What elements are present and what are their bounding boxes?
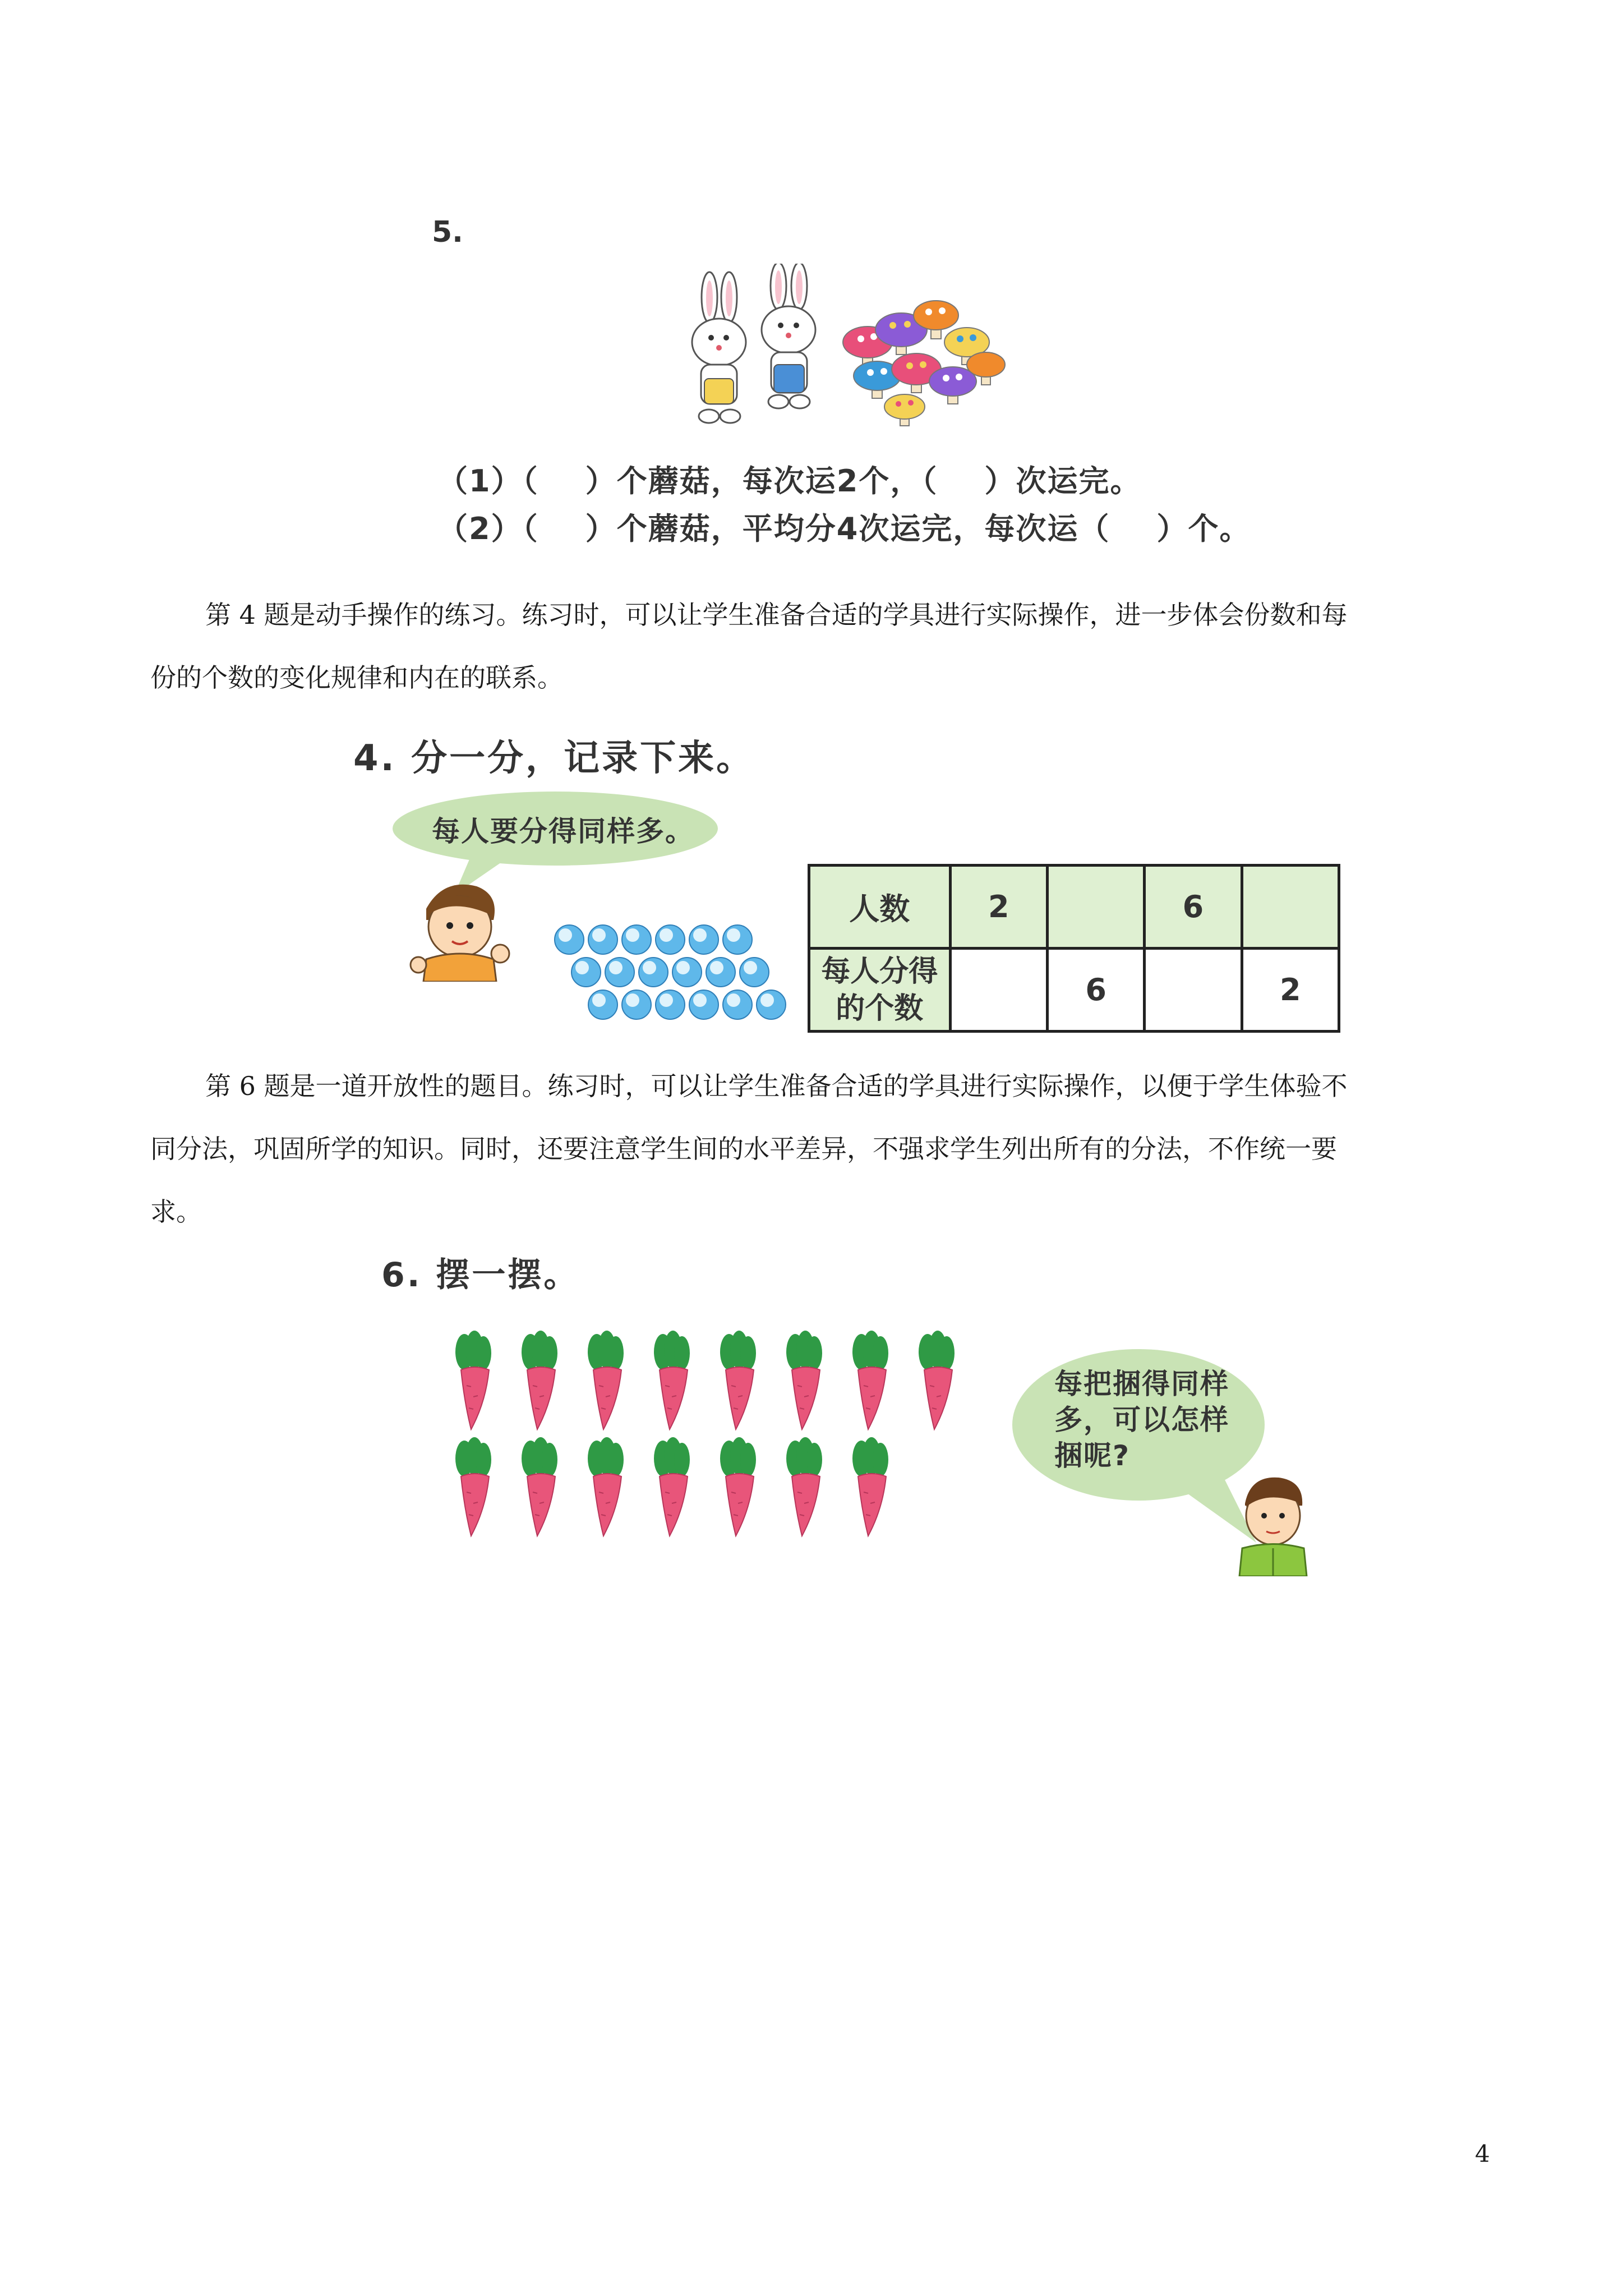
page-number: 4 bbox=[1475, 2140, 1490, 2168]
blue-ball-icon bbox=[706, 958, 735, 987]
blue-ball-icon bbox=[605, 958, 634, 987]
speech-bubble-problem-4-text: 每人要分得同样多。 bbox=[432, 815, 694, 848]
blue-ball-icon bbox=[757, 990, 786, 1019]
boy-waving-icon bbox=[404, 875, 516, 982]
radish-icon bbox=[455, 1331, 491, 1429]
blue-ball-icon bbox=[622, 925, 651, 954]
blue-ball-icon bbox=[723, 990, 752, 1019]
table-row-per-person bbox=[809, 949, 1339, 1032]
table-header-per-person bbox=[809, 949, 951, 1032]
radish-icon bbox=[588, 1331, 624, 1429]
radish-icon bbox=[852, 1437, 888, 1536]
note-6-line-2: 同分法，巩固所学的知识。同时，还要注意学生间的水平差异，不强求学生列出所有的分法，不作统一要 bbox=[150, 1134, 1337, 1164]
blue-ball-icon bbox=[588, 925, 617, 954]
note-problem-4 bbox=[150, 583, 1485, 709]
table-cell bbox=[1242, 866, 1339, 949]
problem-5-question-2: （2）（ ）个蘑菇，平均分4次运完，每次运（ ）个。 bbox=[437, 511, 1251, 546]
radish-icon bbox=[654, 1331, 690, 1429]
note-4-line-2: 份的个数的变化规律和内在的联系。 bbox=[150, 662, 563, 693]
table-cell bbox=[1145, 949, 1242, 1032]
problem-4-title: 4. 分一分，记录下来。 bbox=[353, 738, 755, 779]
radish-icon bbox=[919, 1331, 955, 1429]
blue-ball-icon bbox=[689, 925, 718, 954]
radish-icon bbox=[720, 1437, 756, 1536]
radish-icon bbox=[720, 1331, 756, 1429]
blue-ball-icon bbox=[689, 990, 718, 1019]
problem-5-number: 5. bbox=[432, 215, 463, 249]
bunnies-and-mushrooms-illustration bbox=[684, 264, 1015, 438]
table-row-people bbox=[809, 866, 1339, 949]
table-cell: 2 bbox=[1242, 949, 1339, 1032]
note-6-line-3: 求。 bbox=[150, 1197, 202, 1227]
table-header-per-person-line-1: 每人分得 bbox=[821, 954, 938, 988]
table-cell: 6 bbox=[1047, 949, 1144, 1032]
blue-ball-icon bbox=[622, 990, 651, 1019]
blue-ball-icon bbox=[656, 925, 685, 954]
blue-ball-icon bbox=[672, 958, 702, 987]
radish-icon bbox=[522, 1437, 557, 1536]
radish-icon bbox=[455, 1437, 491, 1536]
blue-ball-icon bbox=[656, 990, 685, 1019]
blue-ball-icon bbox=[639, 958, 668, 987]
radish-icon bbox=[654, 1437, 690, 1536]
blue-ball-icon bbox=[740, 958, 769, 987]
bunny-right-icon bbox=[762, 264, 815, 408]
radish-icon bbox=[522, 1331, 557, 1429]
speech-bubble-problem-6-text bbox=[1054, 1366, 1229, 1474]
tally-table bbox=[808, 864, 1340, 1033]
blue-ball-icon bbox=[723, 925, 752, 954]
table-cell bbox=[950, 949, 1047, 1032]
table-header-people: 人数 bbox=[809, 866, 951, 949]
table-cell bbox=[1047, 866, 1144, 949]
radish-icon bbox=[786, 1331, 822, 1429]
note-4-line-1: 第 4 题是动手操作的练习。练习时，可以让学生准备合适的学具进行实际操作，进一步体会份数和每 bbox=[205, 600, 1348, 630]
radishes-group bbox=[437, 1329, 976, 1554]
bunny-left-icon bbox=[692, 272, 746, 423]
radish-icon bbox=[852, 1331, 888, 1429]
mushroom-pile-icon bbox=[843, 301, 1005, 426]
note-6-line-1: 第 6 题是一道开放性的题目。练习时，可以让学生准备合适的学具进行实际操作，以便于学生体验不 bbox=[205, 1071, 1348, 1101]
blue-ball-icon bbox=[571, 958, 601, 987]
blue-ball-icon bbox=[555, 925, 584, 954]
table-cell: 2 bbox=[950, 866, 1047, 949]
speech-bubble-6-line-1: 每把捆得同样 bbox=[1054, 1368, 1229, 1400]
radish-icon bbox=[588, 1437, 624, 1536]
speech-bubble-6-line-3: 捆呢? bbox=[1054, 1439, 1131, 1472]
blue-ball-icon bbox=[588, 990, 617, 1019]
radish-icon bbox=[786, 1437, 822, 1536]
table-header-per-person-line-2: 的个数 bbox=[836, 991, 924, 1025]
problem-5-question-1: （1）（ ）个蘑菇，每次运2个，（ ）次运完。 bbox=[437, 463, 1142, 499]
note-problem-6 bbox=[150, 1055, 1485, 1243]
table-cell: 6 bbox=[1145, 866, 1242, 949]
blue-balls-group bbox=[552, 923, 794, 1024]
boy-thinking-icon bbox=[1234, 1470, 1312, 1576]
problem-6-title: 6. 摆一摆。 bbox=[381, 1255, 580, 1295]
speech-bubble-6-line-2: 多，可以怎样 bbox=[1054, 1404, 1229, 1436]
